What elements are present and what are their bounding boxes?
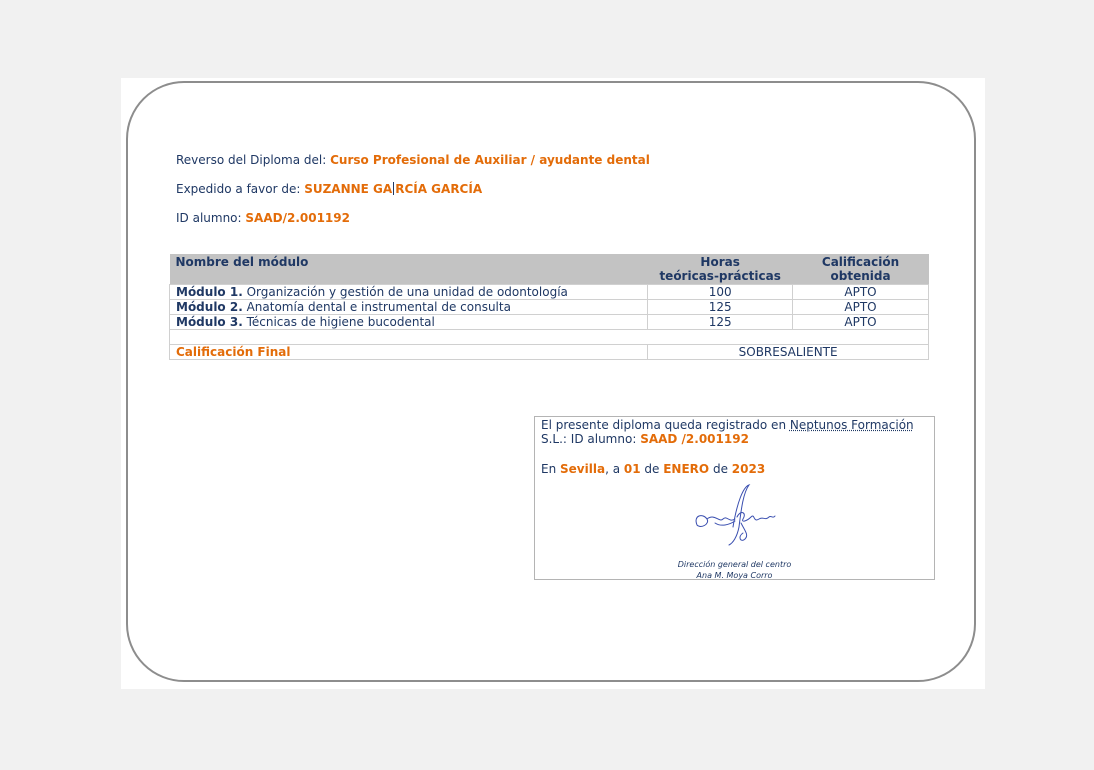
- day: 01: [623, 462, 641, 476]
- diploma-label: Reverso del Diploma del:: [176, 153, 327, 167]
- grade-cell: APTO: [793, 285, 929, 300]
- hours-cell: 125: [648, 315, 793, 330]
- final-grade-value: SOBRESALIENTE: [648, 345, 929, 360]
- signature-image: [685, 483, 785, 555]
- student-id-line: [176, 211, 350, 225]
- diploma-frame: [126, 81, 976, 682]
- table-row: [170, 315, 929, 330]
- date-line: En Sevilla, a 01 de ENERO de 2023: [541, 462, 766, 476]
- course-line: [176, 153, 650, 167]
- registration-text: El presente diploma queda registrado en Neptunos Formación S.L.: ID alumno: SAAD /2.001192: [541, 418, 914, 446]
- table-row: [170, 285, 929, 300]
- issued-label: Expedido a favor de:: [176, 182, 301, 196]
- final-grade-row: [170, 345, 929, 360]
- final-grade-label: Calificación Final: [170, 345, 648, 360]
- student-name: SUZANNE GA RCÍA GARCÍA: [304, 182, 483, 196]
- course-name: Curso Profesional de Auxiliar / ayudante dental: [330, 153, 650, 167]
- hours-cell: 100: [648, 285, 793, 300]
- student-id: SAAD/2.001192: [245, 211, 350, 225]
- modules-table: [169, 254, 929, 360]
- grade-cell: APTO: [793, 315, 929, 330]
- hours-cell: 125: [648, 300, 793, 315]
- month: ENERO: [663, 462, 710, 476]
- signer-name: Ana M. Moya Corro: [696, 571, 773, 580]
- col-module-header: Nombre del módulo: [170, 254, 648, 285]
- table-header-row: [170, 254, 929, 285]
- grade-cell: APTO: [793, 300, 929, 315]
- col-grade-header: Calificación obtenida: [793, 254, 929, 285]
- registration-id: SAAD /2.001192: [640, 432, 749, 446]
- module-cell: Módulo 3. Técnicas de higiene bucodental: [170, 315, 648, 330]
- table-row: [170, 300, 929, 315]
- issued-line: [176, 182, 482, 196]
- module-cell: Módulo 2. Anatomía dental e instrumental de consulta: [170, 300, 648, 315]
- year: 2023: [731, 462, 766, 476]
- id-label: ID alumno:: [176, 211, 242, 225]
- signer-title: Dirección general del centro: [677, 560, 792, 569]
- module-cell: Módulo 1. Organización y gestión de una unidad de odontología: [170, 285, 648, 300]
- col-hours-header: Horas teóricas-prácticas: [648, 254, 793, 285]
- city: Sevilla: [560, 462, 606, 476]
- company-name: Neptunos Formación: [789, 418, 914, 432]
- spacer-row: [170, 330, 929, 345]
- registration-box: [534, 416, 935, 580]
